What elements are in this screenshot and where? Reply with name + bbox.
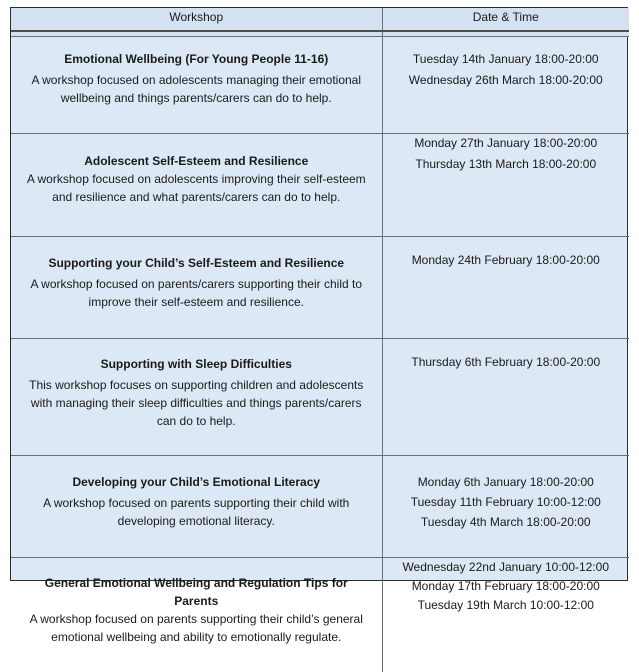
session-date: Monday 17th February 18:00-20:00 — [383, 577, 630, 595]
session-date: Wednesday 26th March 18:00-20:00 — [383, 71, 630, 89]
date-cell — [382, 558, 629, 672]
workshop-title: Adolescent Self-Esteem and Resilience — [23, 152, 370, 170]
date-cell — [382, 237, 629, 339]
workshop-cell — [11, 134, 382, 237]
workshop-title: General Emotional Wellbeing and Regulation Tips for Parents — [23, 574, 370, 610]
workshop-cell — [11, 37, 382, 134]
table-row — [11, 339, 629, 456]
workshop-description: A workshop focused on adolescents improving their self-esteem and resilience and what parents/carers can do to help. — [23, 170, 370, 206]
table-row — [11, 134, 629, 237]
workshop-description: A workshop focused on adolescents managing their emotional wellbeing and things parents/carers can do to help. — [23, 71, 370, 107]
session-date: Wednesday 22nd January 10:00-12:00 — [383, 558, 630, 576]
workshop-cell — [11, 456, 382, 558]
workshop-description: A workshop focused on parents supporting their child with developing emotional literacy. — [23, 494, 370, 530]
session-date: Monday 27th January 18:00-20:00 — [383, 134, 630, 152]
workshop-title: Supporting your Child’s Self-Esteem and Resilience — [23, 254, 370, 272]
table-row — [11, 37, 629, 134]
workshop-column-header: Workshop — [11, 8, 382, 31]
workshop-cell — [11, 558, 382, 672]
table-row — [11, 456, 629, 558]
table-row — [11, 558, 629, 672]
session-date: Tuesday 4th March 18:00-20:00 — [383, 513, 630, 531]
session-date: Tuesday 19th March 10:00-12:00 — [383, 596, 630, 614]
workshop-description: A workshop focused on parents supporting their child’s general emotional wellbeing and ability to emotionally regulate. — [23, 610, 370, 646]
session-date: Monday 24th February 18:00-20:00 — [383, 251, 630, 269]
header-row — [11, 8, 629, 31]
workshop-schedule-table — [10, 7, 628, 581]
workshop-title: Developing your Child’s Emotional Literacy — [23, 473, 370, 491]
date-cell — [382, 37, 629, 134]
session-date: Monday 6th January 18:00-20:00 — [383, 473, 630, 491]
table-row — [11, 237, 629, 339]
workshop-title: Supporting with Sleep Difficulties — [23, 355, 370, 373]
session-date: Tuesday 11th February 10:00-12:00 — [383, 493, 630, 511]
schedule-table — [11, 8, 629, 672]
session-date: Tuesday 14th January 18:00-20:00 — [383, 50, 630, 68]
workshop-cell — [11, 339, 382, 456]
workshop-cell — [11, 237, 382, 339]
date-cell — [382, 456, 629, 558]
session-date: Thursday 6th February 18:00-20:00 — [383, 353, 630, 371]
workshop-description: A workshop focused on parents/carers supporting their child to improve their self-esteem and resilience. — [23, 275, 370, 311]
workshop-description: This workshop focuses on supporting children and adolescents with managing their sleep difficulties and things parents/carers can do to help. — [23, 376, 370, 430]
date-cell — [382, 134, 629, 237]
session-date: Thursday 13th March 18:00-20:00 — [383, 155, 630, 173]
date-time-column-header: Date & Time — [382, 8, 629, 31]
workshop-title: Emotional Wellbeing (For Young People 11-16) — [23, 50, 370, 68]
date-cell — [382, 339, 629, 456]
